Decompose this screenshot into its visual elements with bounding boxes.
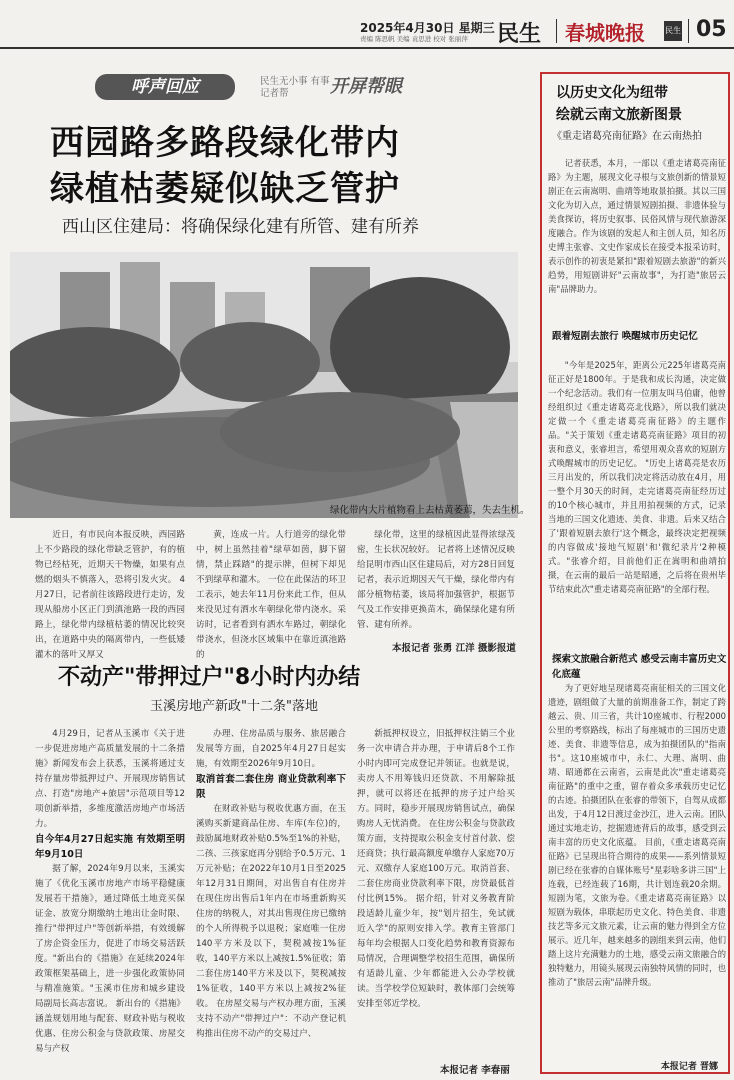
- article2-subheadline: 玉溪房地产新政"十二条"落地: [150, 699, 318, 714]
- paragraph: 黄，连成一片。人行道旁的绿化带中，树上虽然挂着"绿草如茵，脚下留情，禁止踩踏"的提示牌，但树下却见不到绿草和灌木。 一位在此保洁的环卫工表示，她去年11月份来此工作，但从来没见过有洒水车朝绿化带内浇水。采访时，记者看到有洒水车路过，朝绿化带浇水，但浇水区域集中在靠近滇池路的: [196, 530, 346, 660]
- paragraph: 为了更好地呈现诸葛亮南征相关的三国文化遗迹，剧组做了大量的前期准备工作，制定了跨越云、贵、川三省，共计10座城市、行程2000公里的考察路线，标出了每座城市的三国历史遗迹、美食、非遗等信息，成为拍摄团队的"指南书"。这10座城市中，永仁、大理、嵩明、曲靖、昭通都在云南省，云南是此次"重走诸葛亮南征路"的重中之重，留存着众多承载历史记忆的古迹。拍摄团队在张睿的带领下，自驾从成都出发，于4月12日渡过金沙江，进入云南。团队通过实地走访，挖掘遗迹背后的故事，感受到云南丰富的历史文化底蕴。 目前，《重走诸葛亮南征路》已呈现出符合期待的成果——系列情景短剧已经在张睿的自媒体账号"星彩啥多讲三国"上连载，已经连载了16期，共计划连载20余期。 短剧为笔，文旅为卷。《重走诸葛亮南征路》以短剧为载体，串联起历史文化、特色美食、非遗技艺等多元文旅元素，让云南的魅力得到全方位展示。近几年，越来越多的剧组来到云南，他们踏上这片充满魅力的土地，感受云南文旅融合的独特魅力，用镜头展现云南独特风情的同时，也推动了"旅居云南"品牌升级。: [548, 683, 726, 987]
- sidebar-subheading: 探索文旅融合新范式 感受云南丰富历史文化底蕴: [552, 654, 727, 680]
- editor-credits: 责编 陈思帆 美编 袁思进 校对 张丽萍: [360, 35, 468, 43]
- photo-caption: 绿化带内大片植物看上去枯黄萎蔫，失去生机。: [330, 505, 530, 516]
- sidebar-subheading: 跟着短剧去旅行 唤醒城市历史记忆: [552, 331, 698, 342]
- headline-line: 以历史文化为纽带: [556, 85, 668, 101]
- paragraph: 4月29日，记者从玉溪市《关于进一步促进房地产高质量发展的十二条措施》新闻发布会上获悉，玉溪将通过支持存量房带抵押过户、开展现房销售试点、打造"房地产+旅居"示范项目等12项创新举措，多维度激活房地产市场活力。: [35, 729, 185, 829]
- article1-byline: 本报记者 张勇 江洋 摄影报道: [392, 643, 516, 654]
- column-banner: [80, 70, 540, 110]
- sidebar-headline: [556, 82, 682, 126]
- page-header: [0, 0, 734, 46]
- subheading: 自今年4月27日起实施 有效期至明年9月10日: [35, 834, 185, 860]
- issue-date: 2025年4月30日 星期三: [360, 21, 495, 35]
- article2-column: [196, 727, 346, 1042]
- column-slogan: 民生无小事 有事记者帮: [260, 76, 330, 99]
- section-tag: 民生: [664, 21, 682, 41]
- article1-column: [35, 528, 185, 663]
- headline-line: 西园路多路段绿化带内: [50, 123, 400, 163]
- headline-line: 绘就云南文旅新图景: [556, 107, 682, 123]
- column-label-secondary: 开屏帮眼: [330, 76, 402, 97]
- header-rule: [0, 47, 734, 49]
- divider: [556, 19, 557, 43]
- headline-line: 绿植枯萎疑似缺乏管护: [50, 169, 400, 209]
- article2-headline: 不动产"带押过户"8小时内办结: [58, 665, 361, 690]
- paragraph: 近日，有市民向本报反映，西园路上不少路段的绿化带缺乏管护，有的植物已经枯死，近期天干物燥，如果有点燃的烟头不慎落入，恐将引发火灾。 4月27日，记者前往该路段进行走访，发现从船房小区正门到滇池路一段的西园路上，绿化带内绿植枯萎的情况比较突出，在道路中央的隔离带内，一些低矮灌木的落叶又厚又: [35, 530, 185, 660]
- sidebar-byline: 本报记者 晋娜: [660, 1062, 718, 1072]
- paragraph: 办理、住房品质与服务、旅居融合发展等方面，自2025年4月27日起实施，有效期至2026年9月10日。: [196, 729, 346, 769]
- street-greenbelt-image: [10, 252, 518, 518]
- article1-photo: [10, 252, 518, 518]
- paragraph: 据了解，2024年9月以来，玉溪实施了《优化玉溪市房地产市场平稳健康发展若干措施》，通过降低土地竞买保证金、放宽分期缴纳土地出让金时限、推行"带押过户"等创新举措，有效缓解了房企资金压力，促进了市场交易活跃度。"新出台的《措施》在延续2024年政策框架基础上，进一步强化政策协同与精准施策。"玉溪市住房和城乡建设局副局长高志富说。 新出台的《措施》涵盖规划用地与配套、财政补贴与税收优惠、住房公积金与贷款政策、房屋交易与产权: [35, 864, 185, 1054]
- article2-byline: 本报记者 李春丽: [440, 1065, 510, 1076]
- paragraph: 在财政补贴与税收优惠方面，在玉溪购买新建商品住房、车库(车位)的，鼓励属地财政补贴0.5%至1%的补贴，二孩、三孩家庭再分别给予0.5万元、1万元补贴；在2022年10月1日至2025年12月31日期间，对出售自有住房并在现住房出售后1年内在市场重新购买住房的纳税人，对其出售现住房已缴纳的个人所得税予以退税；家庭唯一住房140平方米及以下，契税减按1%征收，140平方米以上减按1.5%征收；第二套住房140平方米及以下，契税减按1%征收，140平方米以上减按2%征收。 在房屋交易与产权办理方面，玉溪支持不动产"带押过户"：不动产登记机构推出住房不动产的交易过户、: [196, 804, 346, 1039]
- article2-column: [35, 727, 185, 1057]
- article2-column: [357, 727, 515, 1012]
- column-label: 呼声回应: [95, 74, 235, 100]
- section-name: 民生: [497, 22, 542, 47]
- article1-subheadline: 西山区住建局：将确保绿化建有所管、建有所养: [62, 217, 419, 237]
- article1-column: [196, 528, 346, 663]
- sidebar-subheadline: 《重走诸葛亮南征路》在云南热拍: [552, 131, 702, 142]
- article1-headline: [50, 120, 510, 212]
- sidebar-paragraph: [548, 156, 726, 296]
- paragraph: "今年是2025年，距离公元225年诸葛亮南征正好是1800年。于是我和成长沟通，决定做一个纪念活动。我们有一位朋友叫马伯庸，他曾经组织过《重走诸葛亮北伐路》，所以我们就决定做一个《重走诸葛亮南征路》的主题作品。"关于策划《重走诸葛亮南征路》项目的初衷和意义，张睿坦言，希望用观众喜欢的短剧方式唤醒城市的历史记忆。 "历史上诸葛亮是农历三月出发的，所以我们决定将活动放在4月，用一整个月30天的时间，走完诸葛亮南征经历过的10个核心城市，并且用拍视频的方式，记录当地的三国文化遗迹、美食、非遗。后来又结合了'跟着短剧去旅行'这个概念，最终决定把视频的内容做成'接地气短剧'和'微纪录片'2种模式。"张睿介绍，目前他们正在嵩明和曲靖拍摄，在云南的最后一站是昭通，之后将在贵州毕节结束此次"重走诸葛亮南征路"的全部行程。: [548, 360, 726, 594]
- subheading: 取消首套二套住房 商业贷款利率下限: [196, 774, 346, 800]
- paragraph: 绿化带，这里的绿植因此显得浓绿茂密，生长状况较好。 记者将上述情况反映给昆明市西山区住建局后，对方28日回复记者，表示近期因天气干燥，绿化带内有部分植物枯萎，该局将加强管护，根据节气及工作安排更换苗木，确保绿化建有所管、建有所养。: [357, 530, 515, 630]
- divider: [688, 19, 689, 43]
- paragraph: 新抵押权设立，旧抵押权注销三个业务一次申请合并办理，于申请后8个工作小时内即可完成登记并领证。也就是说，卖房人不用筹钱归还贷款、不用解除抵押，就可以将还在抵押的房子过户给买方。同时，稳步开展现房销售试点，确保购房人无忧消费。 在住房公积金与贷款政策方面，支持提取公积金支付首付款、偿还商贷；执行最高额度单缴存人家庭70万元、双缴存人家庭100万元。取消首套、二套住房商业贷款利率下限，房贷最低首付比例15%。 据介绍，针对义务教育阶段适龄儿童少年，按"划片招生，免试就近入学"的原则安排入学。教育主管部门每年均会根据人口变化趋势和教育资源布局情况，合理调整学校招生范围，确保所有适龄儿童、少年都能进入公办学校就读。当学校学位短缺时，教体部门会统筹安排至邻近学校。: [357, 729, 515, 1009]
- paragraph: 记者获悉，本月，一部以《重走诸葛亮南征路》为主题，展现文化寻根与文旅创新的情景短剧正在云南嵩明、曲靖等地取景拍摄。其以三国文化为切入点，通过情景短剧拍摄、非遗体验与美食探访，将历史叙事、民俗风情与现代旅游深度融合。作为该剧的发起人和主创人员，知名历史博主张睿、文史作家成长在接受本报采访时，表示创作的初衷是紧扣"跟着短剧去旅游"的新兴趋势，用短剧讲好"云南故事"，为打造"旅居云南"品牌助力。: [548, 158, 726, 294]
- newspaper-logo: 春城晚报: [565, 21, 645, 45]
- sidebar-paragraph: [548, 681, 726, 989]
- page-number: 05: [696, 17, 727, 42]
- article1-column: [357, 528, 515, 633]
- sidebar-article: [540, 72, 730, 1074]
- sidebar-paragraph: [548, 358, 726, 596]
